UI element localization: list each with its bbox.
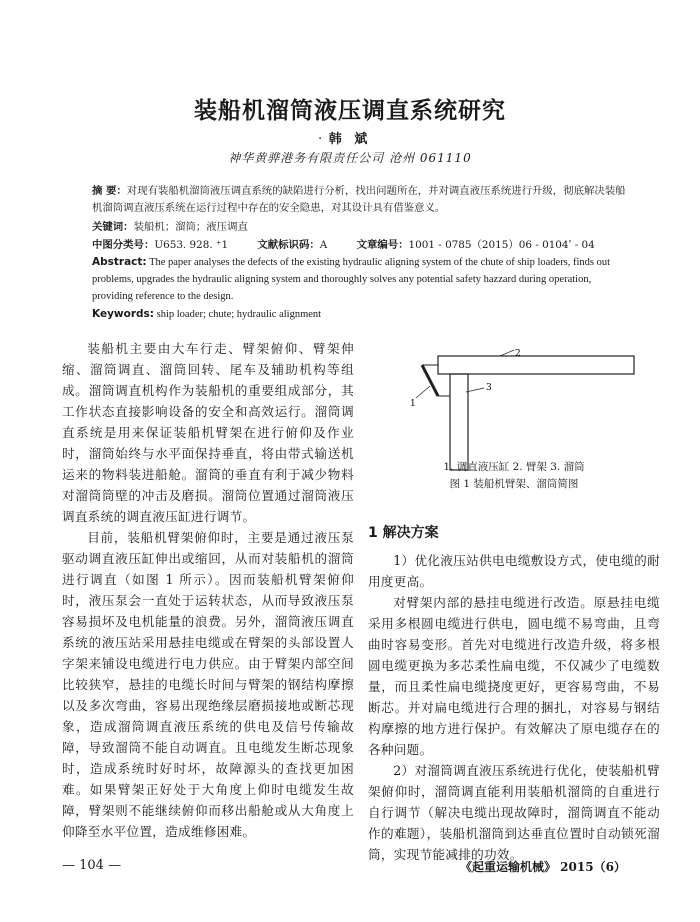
paper-title: 装船机溜筒液压调直系统研究 [194, 98, 506, 124]
article-number-label: 文章编号： [356, 239, 409, 251]
chute-shape [450, 374, 468, 470]
affiliation: 神华黄骅港务有限责任公司 沧州 061110 [228, 151, 472, 165]
boom-shape [438, 356, 634, 374]
abstract-cn [92, 183, 632, 217]
body-paragraph: 2）对溜筒调直液压系统进行优化，使装船机臂架俯仰时，溜筒调直能利用装船机溜筒的自重进行自行调节（解决电缆出现故障时，溜筒调直不能动作的难题），装船机溜筒到达垂直位置时自动锁死溜筒，实现节能减排的功效。 [368, 763, 660, 862]
keywords-cn-label: 关键词： [92, 221, 134, 233]
body-paragraph: 对臂架内部的悬挂电缆进行改造。原悬挂电缆采用多根圆电缆进行供电，圆电缆不易弯曲，且弯曲时容易变形。首先对电缆进行改造升级，将多根圆电缆更换为多芯柔性扁电缆，不仅减少了电缆数量，而且柔性扁电缆挠度更好，更容易弯曲，不易断芯。并对扁电缆进行合理的捆扎，对容易与钢结构摩擦的地方进行保护。有效解决了原电缆存在的各种问题。 [368, 595, 660, 757]
body-paragraph: 装船机主要由大车行走、臂架俯仰、臂架伸缩、溜筒调直、溜筒回转、尾车及辅助机构等组成。溜筒调直机构作为装船机的重要组成部分，其工作状态直接影响设备的安全和高效运行。溜筒调直系统是用来保证装船机臂架在进行俯仰及作业时，溜筒始终与水平面保持垂直，将由带式输送机运来的物料装进船舱。溜筒的垂直有利于减少物料对溜筒筒壁的冲击及磨损。溜筒位置通过溜筒液压调直系统的调直液压缸进行调节。 [62, 341, 354, 524]
body-paragraph: 目前，装船机臂架俯仰时，主要是通过液压泵驱动调直液压缸伸出或缩回，从而对装船机的溜筒进行调直（如图 1 所示）。因而装船机臂架俯仰时，液压泵会一直处于运转状态，从而导致液压泵容易损坏及电机能量的浪费。另外，溜筒液压调直系统的液压站采用悬挂电缆或在臂架的头部设置人字架来铺设电缆进行电力供应。由于臂架内部空间比较狭窄，悬挂的电缆长时间与臂架的钢结构摩擦以及多次弯曲，容易出现绝缘层磨损接地或断芯现象，造成溜筒调直液压系统的供电及信号传输故障，导致溜筒不能自动调直。且电缆发生断芯现象时，造成系统时好时坏，故障源头的查找更加困难。如果臂架正好处于大角度上仰时电缆发生故障，臂架则不能继续俯仰而移出船舱或从大角度上仰降至水平位置，造成维修困难。 [62, 530, 354, 839]
figure-label-3: 3 [486, 383, 492, 393]
abstract-cn-label: 摘 要： [92, 185, 127, 197]
cylinder-shape [422, 365, 438, 396]
abstract-en [92, 254, 632, 305]
clc-label: 中图分类号： [92, 239, 155, 251]
journal-info: 《起重运输机械》 2015（6） [460, 860, 626, 874]
leader-line-2 [500, 350, 514, 356]
figure-caption-title: 图 1 装船机臂架、溜筒简图 [449, 478, 579, 490]
keywords-cn [92, 219, 632, 236]
doc-code-value: A [319, 239, 328, 251]
leader-line-1 [416, 386, 430, 398]
keywords-en [92, 306, 632, 323]
article-number-value: 1001 - 0785（2015）06 - 0104ʹ - 04 [408, 239, 595, 251]
clc-value: U653. 928. ⁺1 [154, 239, 229, 251]
author-marker: . [318, 128, 323, 143]
author-name: 韩 斌 [328, 132, 372, 147]
figure-label-2: 2 [515, 349, 521, 359]
section-heading: 1 解决方案 [368, 525, 439, 541]
keywords-en-text: ship loader; chute; hydraulic alignment [156, 309, 322, 320]
figure-caption-parts: 1. 调直液压缸 2. 臂架 3. 溜筒 [443, 461, 585, 473]
keywords-en-label: Keywords: [92, 308, 154, 320]
figure-label-1: 1 [410, 399, 416, 409]
doc-code-label: 文献标识码： [257, 239, 320, 251]
abstract-en-text: The paper analyses the defects of the existing hydraulic aligning system of the chute of ship loaders, finds out problems, upgrades the hydraulic aligning system and thoroughly solves any potential safety hazzard during operation, providing reference to the design. [92, 257, 611, 302]
keywords-cn-text: 装船机；溜筒；液压调直 [133, 221, 248, 233]
leader-line-3 [466, 388, 484, 392]
body-left-column [62, 338, 354, 842]
page-number: — 104 — [62, 858, 122, 873]
body-paragraph: 1）优化液压站供电电缆敷设方式，使电缆的耐用度更高。 [368, 553, 660, 589]
classification-line [92, 237, 632, 254]
figure-1-diagram [410, 348, 640, 473]
abstract-en-label: Abstract: [92, 256, 147, 268]
abstract-cn-text: 对现有装船机溜筒液压调直系统的缺陷进行分析，找出问题所在，并对调直液压系统进行升级，彻底解决装船机溜筒调直液压系统在运行过程中存在的安全隐患，对其设计具有借鉴意义。 [92, 185, 626, 214]
body-right-column [368, 550, 660, 865]
